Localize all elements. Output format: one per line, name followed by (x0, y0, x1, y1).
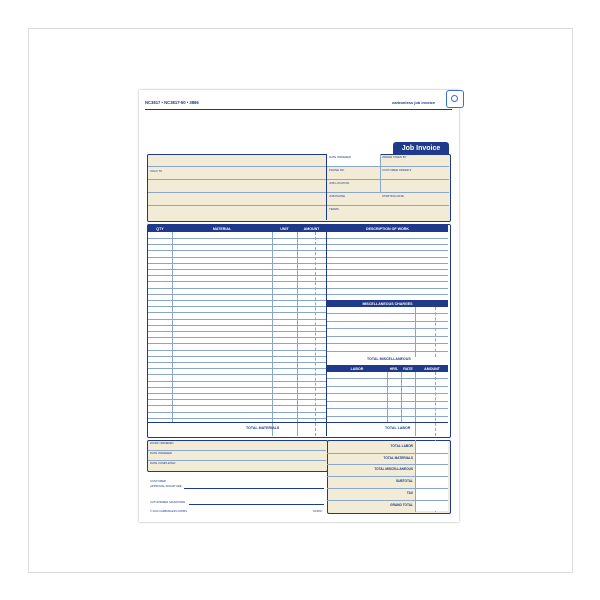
col-material: MATERIAL (212, 226, 232, 231)
authorized-line[interactable] (189, 504, 324, 505)
col-unit: UNIT (280, 226, 289, 231)
ruled-row[interactable] (327, 313, 448, 314)
form-title: Job Invoice (401, 144, 441, 152)
ruled-row[interactable] (327, 263, 448, 264)
ruled-row[interactable] (327, 378, 448, 379)
totals-row-label: GRAND TOTAL (390, 502, 413, 507)
labor-total-rule (327, 422, 448, 423)
date-ordered-label: DATE ORDERED (329, 155, 352, 159)
ruled-row[interactable] (148, 263, 326, 264)
order-taken-by-label: ORDER TAKEN BY (382, 155, 407, 159)
totals-row-label: TOTAL MISCELLANEOUS (374, 467, 413, 472)
approval-label: APPROVAL SIGNATURE (150, 484, 182, 488)
labor-header (327, 365, 448, 372)
total-materials-label: TOTAL MATERIALS (246, 426, 280, 430)
ruled-row[interactable] (148, 300, 326, 301)
col-amount: AMOUNT (303, 226, 320, 231)
misc-label: MISCELLANEOUS CHARGES (362, 301, 413, 306)
ruled-row[interactable] (148, 238, 326, 239)
title-tab (393, 142, 449, 154)
ruled-row[interactable] (148, 356, 326, 357)
totals-rule (327, 500, 448, 501)
sold-to-rule (148, 179, 326, 180)
completion-box (147, 440, 328, 472)
customer-order-label: CUSTOMER ORDER # (382, 168, 412, 172)
job-location-label: JOB LOCATION (329, 181, 350, 185)
ruled-row[interactable] (327, 244, 448, 245)
ruled-row[interactable] (148, 257, 326, 258)
ruled-row[interactable] (148, 381, 326, 382)
ruled-row[interactable] (148, 350, 326, 351)
ruled-row[interactable] (327, 408, 448, 409)
ruled-row[interactable] (327, 401, 448, 402)
website-label: carbonless job invoice (392, 100, 436, 105)
ruled-row[interactable] (148, 362, 326, 363)
scan-lens-icon[interactable] (446, 90, 464, 108)
ruled-row[interactable] (327, 281, 448, 282)
ruled-row[interactable] (148, 337, 326, 338)
ruled-row[interactable] (148, 393, 326, 394)
ruled-row[interactable] (148, 288, 326, 289)
work-ordered-label: WORK ORDERED (150, 441, 174, 445)
date-ordered-bottom-label: DATE ORDERED (150, 451, 173, 455)
description-header (327, 225, 448, 232)
authorized-label: AUTHORIZED SIGNATURE (150, 500, 186, 504)
description-label: DESCRIPTION OF WORK (366, 226, 409, 231)
info-box (147, 154, 451, 222)
ruled-row[interactable] (148, 294, 326, 295)
info-rule (327, 166, 449, 167)
col-labor-amount: AMOUNT (424, 366, 440, 371)
materials-header (148, 225, 326, 232)
ruled-row[interactable] (327, 416, 448, 417)
col-qty: QTY (156, 226, 164, 231)
ruled-row[interactable] (327, 321, 448, 322)
total-labor-label: TOTAL LABOR (385, 426, 411, 430)
ruled-row[interactable] (327, 343, 448, 344)
totals-rule (327, 476, 448, 477)
header-rule (145, 109, 452, 110)
ruled-row[interactable] (327, 336, 448, 337)
sold-to-rule (148, 192, 326, 193)
ruled-row[interactable] (148, 325, 326, 326)
ruled-row[interactable] (148, 387, 326, 388)
ruled-row[interactable] (327, 269, 448, 270)
lens-dot-icon (451, 95, 458, 102)
terms-label: TERMS (329, 207, 339, 211)
ruled-row[interactable] (148, 269, 326, 270)
ruled-row[interactable] (327, 288, 448, 289)
misc-cents-line (435, 307, 436, 357)
ruled-row[interactable] (327, 250, 448, 251)
ruled-row[interactable] (148, 244, 326, 245)
ruled-row[interactable] (148, 331, 326, 332)
ruled-row[interactable] (327, 328, 448, 329)
col-hrs: HRS. (389, 366, 399, 371)
info-divider-2 (380, 154, 381, 192)
sold-to-rule (148, 205, 326, 206)
ruled-row[interactable] (327, 238, 448, 239)
completion-rule (148, 450, 326, 451)
ruled-row[interactable] (148, 343, 326, 344)
ruled-row[interactable] (148, 412, 326, 413)
labor-amount-line (415, 372, 416, 436)
ruled-row[interactable] (148, 275, 326, 276)
ruled-row[interactable] (148, 368, 326, 369)
ruled-row[interactable] (148, 306, 326, 307)
rate-col-line (401, 372, 402, 422)
starting-date-label: STARTING DATE (382, 194, 404, 198)
ruled-row[interactable] (148, 250, 326, 251)
materials-total-rule (148, 422, 326, 423)
phone-no-label: PHONE NO. (329, 168, 345, 172)
info-rule (327, 205, 449, 206)
ruled-row[interactable] (148, 405, 326, 406)
customer-label: CUSTOMER (150, 479, 166, 483)
labor-cents-line (435, 372, 436, 436)
ruled-row[interactable] (327, 351, 448, 352)
info-rule (327, 192, 449, 193)
form-codes: NC3817 • NC3817-50 • 3866 (145, 100, 199, 105)
approval-line[interactable] (184, 488, 324, 489)
sold-to-label: SOLD TO (150, 169, 163, 173)
sold-to-rule (148, 166, 326, 167)
ruled-row[interactable] (327, 393, 448, 394)
job-phone-label: JOB PHONE (329, 194, 346, 198)
col-rate: RATE (403, 366, 413, 371)
totals-row-label: TAX (406, 490, 413, 495)
invoice-form (139, 90, 459, 522)
ruled-row[interactable] (148, 399, 326, 400)
ruled-row[interactable] (327, 294, 448, 295)
totals-rule (327, 453, 448, 454)
ruled-row[interactable] (148, 312, 326, 313)
ruled-row[interactable] (148, 319, 326, 320)
ruled-row[interactable] (148, 281, 326, 282)
date-completed-label: DATE COMPLETED (150, 461, 176, 465)
misc-header (327, 300, 448, 307)
ruled-row[interactable] (148, 418, 326, 419)
ruled-row[interactable] (327, 275, 448, 276)
totals-row-label: TOTAL MATERIALS (383, 455, 413, 460)
ruled-row[interactable] (327, 257, 448, 258)
total-misc-label: TOTAL MISCELLANEOUS (367, 357, 411, 361)
totals-row-label: SUBTOTAL (395, 479, 413, 484)
col-labor: LABOR (350, 366, 364, 371)
hrs-col-line (387, 372, 388, 422)
ruled-row[interactable] (148, 374, 326, 375)
copyright-text: © 2013 CARBONLESS FORMS (150, 510, 187, 513)
totals-rule (327, 464, 448, 465)
ruled-row[interactable] (327, 386, 448, 387)
info-rule (327, 179, 449, 180)
totals-rule (327, 488, 448, 489)
totals-row-label: TOTAL LABOR (390, 444, 413, 448)
form-number: NC3817 (313, 510, 323, 513)
misc-col-line (415, 307, 416, 357)
